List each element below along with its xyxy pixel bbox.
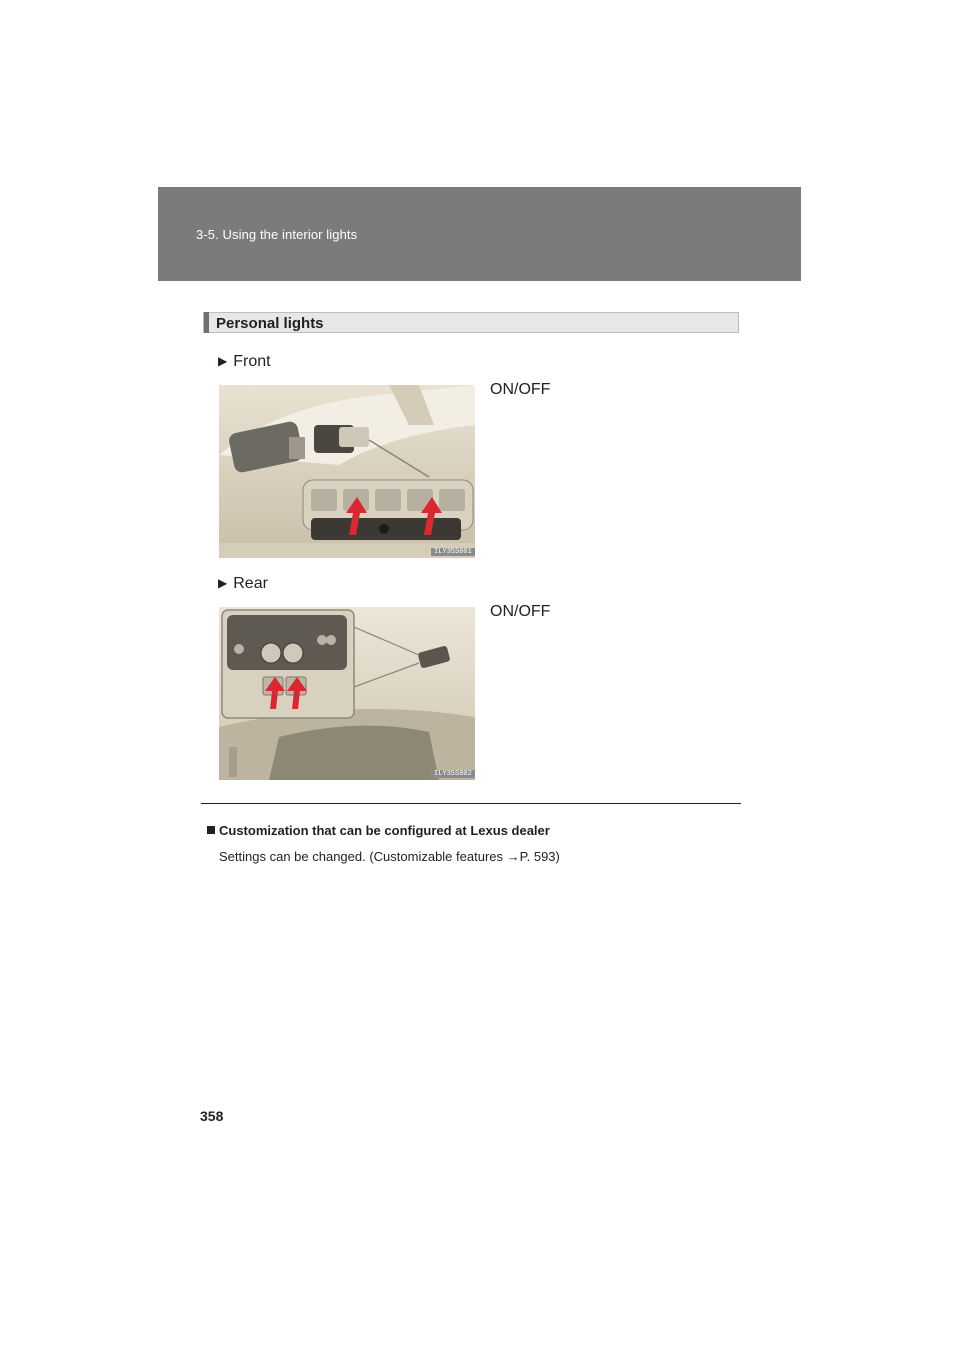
note-title bbox=[207, 823, 550, 838]
header-band bbox=[158, 187, 801, 281]
page-reference-link[interactable]: P. 593) bbox=[519, 849, 560, 864]
rear-light-photo bbox=[219, 607, 475, 780]
triangle-bullet-icon: ▶ bbox=[218, 576, 228, 590]
front-light-photo bbox=[219, 385, 475, 558]
rear-caption: ON/OFF bbox=[490, 603, 551, 620]
rear-console-illustration bbox=[219, 607, 475, 780]
reference-arrow-icon: → bbox=[506, 849, 520, 864]
section-title: Personal lights bbox=[216, 315, 324, 332]
front-photo-code: ILY35S001 bbox=[431, 548, 475, 556]
rear-heading bbox=[218, 575, 268, 593]
page-number: 358 bbox=[200, 1108, 224, 1124]
section-accent bbox=[204, 312, 209, 333]
note-body-text: Settings can be changed. (Customizable features bbox=[219, 849, 507, 864]
triangle-bullet-icon: ▶ bbox=[218, 354, 228, 368]
rear-photo-code: ILY35S002 bbox=[431, 770, 475, 778]
square-bullet-icon bbox=[207, 826, 215, 834]
front-console-illustration bbox=[219, 385, 475, 558]
section-divider bbox=[201, 803, 741, 804]
front-heading bbox=[218, 353, 271, 371]
front-caption: ON/OFF bbox=[490, 381, 551, 398]
section-breadcrumb: 3-5. Using the interior lights bbox=[196, 227, 358, 242]
note-body bbox=[219, 849, 560, 864]
rear-heading-text: Rear bbox=[233, 575, 268, 592]
note-title-text: Customization that can be configured at Lexus dealer bbox=[219, 823, 550, 838]
front-heading-text: Front bbox=[233, 353, 271, 370]
section-title-bar bbox=[203, 312, 739, 333]
